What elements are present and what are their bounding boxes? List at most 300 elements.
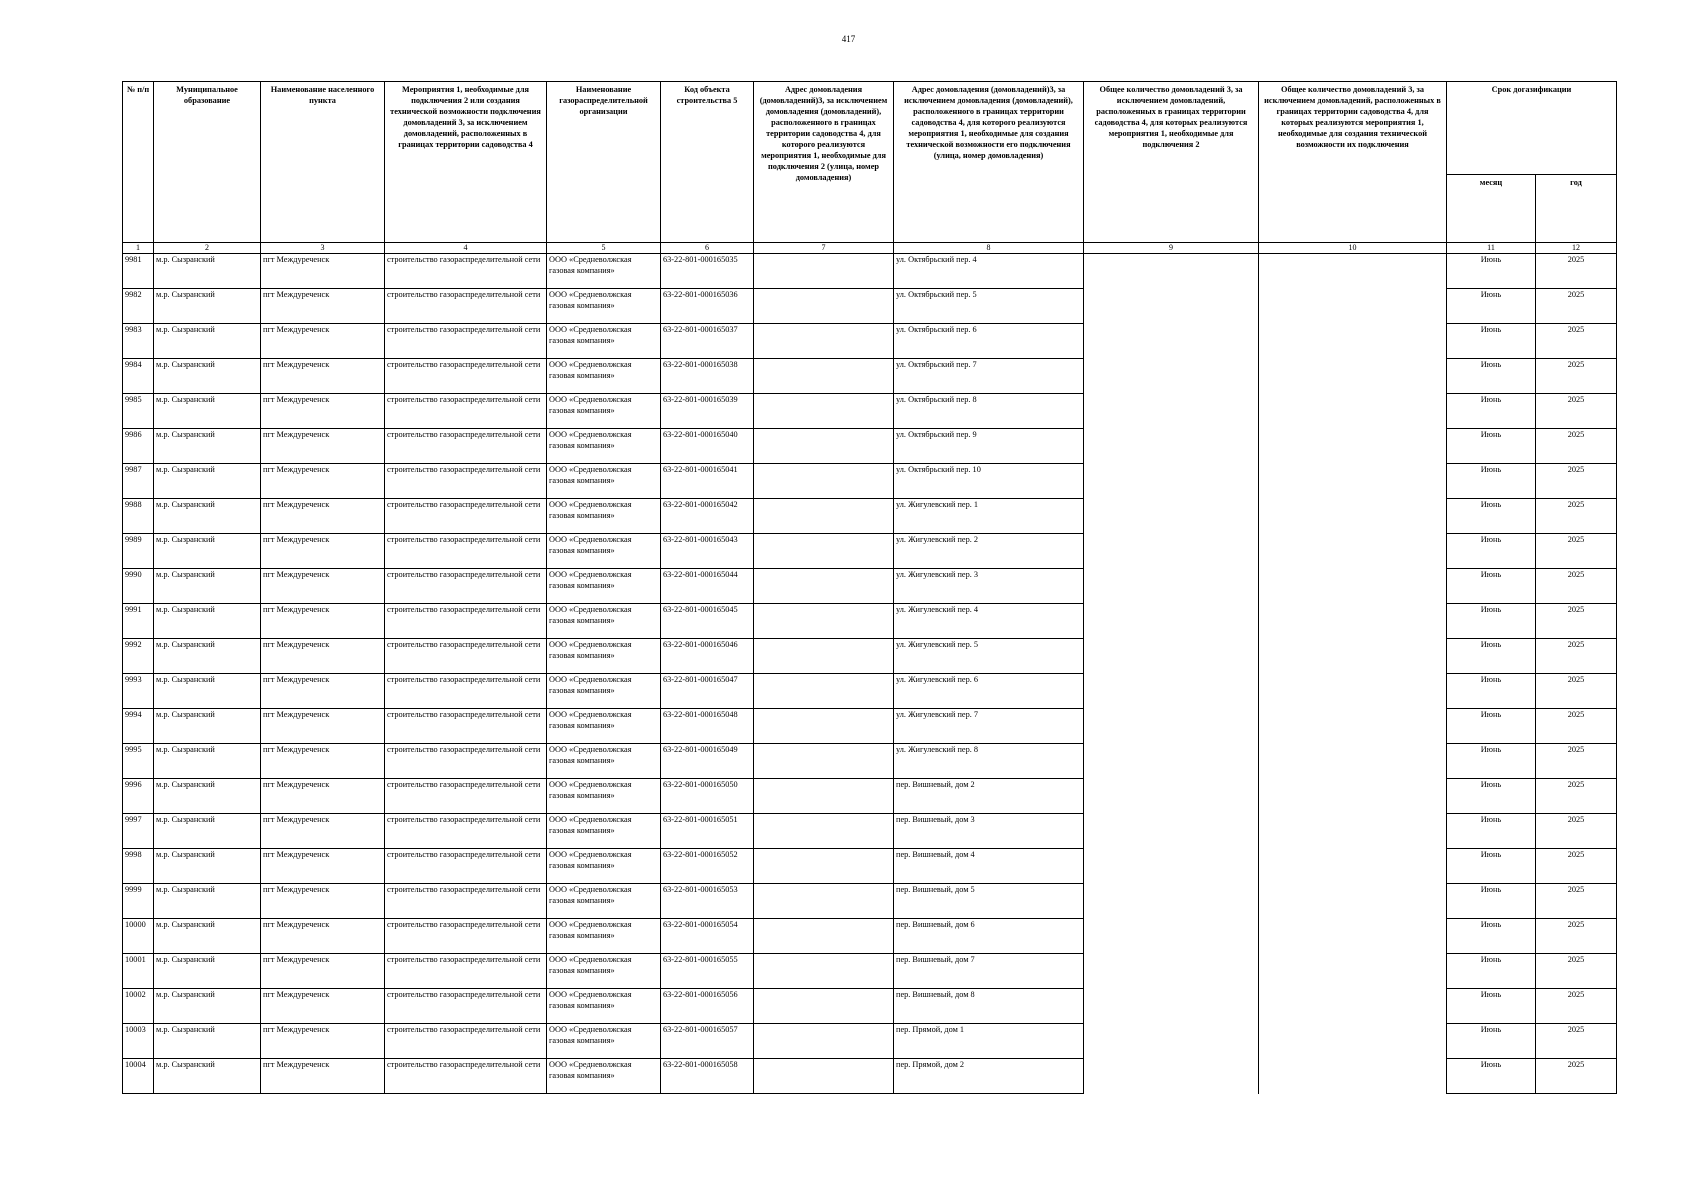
cell-address-technical: ул. Октябрьский пер. 10 (894, 464, 1084, 499)
column-number: 10 (1259, 243, 1447, 254)
cell-measure: строительство газораспределительной сети (385, 989, 547, 1024)
cell-object-code: 63-22-801-000165042 (661, 499, 754, 534)
cell-count-connection (1084, 359, 1259, 394)
cell-object-code: 63-22-801-000165055 (661, 954, 754, 989)
cell-month: Июнь (1447, 744, 1536, 779)
cell-gas-org: ООО «Средневолжская газовая компания» (547, 254, 661, 289)
cell-year: 2025 (1536, 674, 1617, 709)
cell-year: 2025 (1536, 709, 1617, 744)
cell-count-technical (1259, 604, 1447, 639)
cell-month: Июнь (1447, 289, 1536, 324)
cell-measure: строительство газораспределительной сети (385, 814, 547, 849)
cell-municipality: м.р. Сызранский (154, 394, 261, 429)
cell-number: 9999 (123, 884, 154, 919)
cell-address-technical: пер. Вишневый, дом 6 (894, 919, 1084, 954)
cell-gas-org: ООО «Средневолжская газовая компания» (547, 779, 661, 814)
column-number: 12 (1536, 243, 1617, 254)
cell-gas-org: ООО «Средневолжская газовая компания» (547, 1024, 661, 1059)
cell-measure: строительство газораспределительной сети (385, 394, 547, 429)
cell-address-connection (754, 814, 894, 849)
cell-gas-org: ООО «Средневолжская газовая компания» (547, 744, 661, 779)
cell-number: 9988 (123, 499, 154, 534)
cell-address-technical: пер. Прямой, дом 2 (894, 1059, 1084, 1094)
cell-settlement: пгт Междуреченск (261, 359, 385, 394)
cell-month: Июнь (1447, 394, 1536, 429)
cell-count-technical (1259, 394, 1447, 429)
cell-settlement: пгт Междуреченск (261, 324, 385, 359)
cell-municipality: м.р. Сызранский (154, 674, 261, 709)
cell-address-connection (754, 429, 894, 464)
cell-count-technical (1259, 254, 1447, 289)
cell-month: Июнь (1447, 919, 1536, 954)
cell-count-technical (1259, 1059, 1447, 1094)
cell-municipality: м.р. Сызранский (154, 779, 261, 814)
cell-address-technical: ул. Жигулевский пер. 6 (894, 674, 1084, 709)
cell-year: 2025 (1536, 744, 1617, 779)
cell-gas-org: ООО «Средневолжская газовая компания» (547, 709, 661, 744)
table-row (123, 744, 1617, 779)
cell-number: 10001 (123, 954, 154, 989)
cell-number: 9987 (123, 464, 154, 499)
cell-year: 2025 (1536, 394, 1617, 429)
header-settlement: Наименование населенного пункта (261, 82, 385, 243)
header-month: месяц (1447, 175, 1536, 243)
cell-address-technical: ул. Жигулевский пер. 5 (894, 639, 1084, 674)
cell-measure: строительство газораспределительной сети (385, 429, 547, 464)
cell-count-connection (1084, 604, 1259, 639)
cell-number: 9992 (123, 639, 154, 674)
header-count-technical: Общее количество домовладений 3, за исключением домовладений, расположенных в границах территории садоводства 4, для которых реализуются мероприятия 1, необходимые для создания технической возможности их подключения (1259, 82, 1447, 243)
cell-address-technical: пер. Вишневый, дом 3 (894, 814, 1084, 849)
table-row (123, 1059, 1617, 1094)
cell-object-code: 63-22-801-000165044 (661, 569, 754, 604)
cell-month: Июнь (1447, 814, 1536, 849)
cell-count-connection (1084, 569, 1259, 604)
cell-count-technical (1259, 324, 1447, 359)
cell-measure: строительство газораспределительной сети (385, 464, 547, 499)
cell-gas-org: ООО «Средневолжская газовая компания» (547, 919, 661, 954)
table-body (123, 254, 1617, 1094)
cell-number: 9998 (123, 849, 154, 884)
cell-count-technical (1259, 534, 1447, 569)
cell-address-technical: ул. Октябрьский пер. 5 (894, 289, 1084, 324)
cell-gas-org: ООО «Средневолжская газовая компания» (547, 324, 661, 359)
cell-count-technical (1259, 779, 1447, 814)
cell-year: 2025 (1536, 359, 1617, 394)
cell-measure: строительство газораспределительной сети (385, 954, 547, 989)
cell-count-technical (1259, 674, 1447, 709)
cell-address-connection (754, 254, 894, 289)
gasification-table (122, 81, 1617, 1094)
cell-object-code: 63-22-801-000165047 (661, 674, 754, 709)
cell-municipality: м.р. Сызранский (154, 359, 261, 394)
cell-year: 2025 (1536, 779, 1617, 814)
header-object-code: Код объекта строительства 5 (661, 82, 754, 243)
cell-municipality: м.р. Сызранский (154, 744, 261, 779)
cell-object-code: 63-22-801-000165046 (661, 639, 754, 674)
cell-count-connection (1084, 464, 1259, 499)
cell-measure: строительство газораспределительной сети (385, 324, 547, 359)
cell-gas-org: ООО «Средневолжская газовая компания» (547, 954, 661, 989)
cell-settlement: пгт Междуреченск (261, 709, 385, 744)
cell-count-connection (1084, 254, 1259, 289)
cell-count-connection (1084, 429, 1259, 464)
column-number: 3 (261, 243, 385, 254)
cell-count-connection (1084, 324, 1259, 359)
cell-gas-org: ООО «Средневолжская газовая компания» (547, 464, 661, 499)
column-number-row (123, 243, 1617, 254)
header-municipality: Муниципальное образование (154, 82, 261, 243)
cell-count-connection (1084, 1024, 1259, 1059)
cell-address-technical: ул. Жигулевский пер. 8 (894, 744, 1084, 779)
cell-gas-org: ООО «Средневолжская газовая компания» (547, 394, 661, 429)
cell-address-technical: пер. Вишневый, дом 8 (894, 989, 1084, 1024)
cell-address-connection (754, 954, 894, 989)
cell-settlement: пгт Междуреченск (261, 569, 385, 604)
cell-address-technical: пер. Вишневый, дом 7 (894, 954, 1084, 989)
cell-measure: строительство газораспределительной сети (385, 779, 547, 814)
cell-municipality: м.р. Сызранский (154, 954, 261, 989)
header-address-connection: Адрес домовладения (домовладений)3, за исключением домовладения (домовладений), расположенного в границах территории садоводства 4, для которого реализуются мероприятия 1, необходимые для подключения 2 (улица, номер домовладения) (754, 82, 894, 243)
table-row (123, 814, 1617, 849)
header-year: год (1536, 175, 1617, 243)
cell-address-technical: ул. Жигулевский пер. 3 (894, 569, 1084, 604)
cell-address-connection (754, 919, 894, 954)
cell-number: 9981 (123, 254, 154, 289)
cell-settlement: пгт Междуреченск (261, 429, 385, 464)
cell-count-connection (1084, 884, 1259, 919)
cell-address-connection (754, 499, 894, 534)
cell-year: 2025 (1536, 534, 1617, 569)
cell-number: 10000 (123, 919, 154, 954)
cell-settlement: пгт Междуреченск (261, 884, 385, 919)
column-number: 11 (1447, 243, 1536, 254)
cell-object-code: 63-22-801-000165048 (661, 709, 754, 744)
cell-measure: строительство газораспределительной сети (385, 534, 547, 569)
header-row-top (123, 82, 1617, 175)
cell-settlement: пгт Междуреченск (261, 604, 385, 639)
column-number: 7 (754, 243, 894, 254)
cell-month: Июнь (1447, 254, 1536, 289)
cell-gas-org: ООО «Средневолжская газовая компания» (547, 499, 661, 534)
column-number: 8 (894, 243, 1084, 254)
cell-address-connection (754, 674, 894, 709)
cell-count-technical (1259, 744, 1447, 779)
cell-number: 9993 (123, 674, 154, 709)
cell-settlement: пгт Междуреченск (261, 849, 385, 884)
cell-measure: строительство газораспределительной сети (385, 569, 547, 604)
cell-year: 2025 (1536, 884, 1617, 919)
cell-month: Июнь (1447, 359, 1536, 394)
table-row (123, 324, 1617, 359)
cell-address-connection (754, 1059, 894, 1094)
cell-address-connection (754, 849, 894, 884)
cell-settlement: пгт Междуреченск (261, 954, 385, 989)
cell-month: Июнь (1447, 324, 1536, 359)
cell-address-connection (754, 1024, 894, 1059)
header-address-technical: Адрес домовладения (домовладений)3, за исключением домовладения (домовладений), расположенного в границах территории садоводства 4, для которого реализуются мероприятия 1, необходимые для создания технической возможности его подключения (улица, номер домовладения) (894, 82, 1084, 243)
cell-object-code: 63-22-801-000165041 (661, 464, 754, 499)
cell-address-connection (754, 709, 894, 744)
table-row (123, 989, 1617, 1024)
cell-month: Июнь (1447, 464, 1536, 499)
cell-month: Июнь (1447, 639, 1536, 674)
cell-count-connection (1084, 954, 1259, 989)
cell-gas-org: ООО «Средневолжская газовая компания» (547, 674, 661, 709)
cell-object-code: 63-22-801-000165035 (661, 254, 754, 289)
cell-gas-org: ООО «Средневолжская газовая компания» (547, 849, 661, 884)
column-number: 2 (154, 243, 261, 254)
table-row (123, 954, 1617, 989)
cell-municipality: м.р. Сызранский (154, 534, 261, 569)
cell-count-technical (1259, 569, 1447, 604)
cell-count-connection (1084, 394, 1259, 429)
cell-measure: строительство газораспределительной сети (385, 1024, 547, 1059)
cell-municipality: м.р. Сызранский (154, 849, 261, 884)
column-number: 4 (385, 243, 547, 254)
cell-count-technical (1259, 884, 1447, 919)
cell-gas-org: ООО «Средневолжская газовая компания» (547, 884, 661, 919)
cell-measure: строительство газораспределительной сети (385, 359, 547, 394)
cell-object-code: 63-22-801-000165045 (661, 604, 754, 639)
table-row (123, 394, 1617, 429)
cell-month: Июнь (1447, 989, 1536, 1024)
cell-object-code: 63-22-801-000165052 (661, 849, 754, 884)
cell-object-code: 63-22-801-000165051 (661, 814, 754, 849)
header-num: № п/п (123, 82, 154, 243)
cell-year: 2025 (1536, 324, 1617, 359)
cell-number: 10004 (123, 1059, 154, 1094)
cell-object-code: 63-22-801-000165057 (661, 1024, 754, 1059)
header-count-connection: Общее количество домовладений 3, за исключением домовладений, расположенных в границах территории садоводства 4, для которых реализуются мероприятия 1, необходимые для подключения 2 (1084, 82, 1259, 243)
table-row (123, 709, 1617, 744)
cell-municipality: м.р. Сызранский (154, 1059, 261, 1094)
cell-number: 9989 (123, 534, 154, 569)
cell-municipality: м.р. Сызранский (154, 569, 261, 604)
cell-year: 2025 (1536, 1059, 1617, 1094)
table-row (123, 569, 1617, 604)
cell-address-connection (754, 534, 894, 569)
cell-object-code: 63-22-801-000165036 (661, 289, 754, 324)
cell-count-connection (1084, 1059, 1259, 1094)
cell-address-connection (754, 989, 894, 1024)
cell-count-technical (1259, 464, 1447, 499)
table-row (123, 464, 1617, 499)
cell-measure: строительство газораспределительной сети (385, 254, 547, 289)
table-row (123, 499, 1617, 534)
cell-number: 10003 (123, 1024, 154, 1059)
cell-count-connection (1084, 499, 1259, 534)
cell-count-connection (1084, 779, 1259, 814)
cell-settlement: пгт Междуреченск (261, 534, 385, 569)
cell-gas-org: ООО «Средневолжская газовая компания» (547, 1059, 661, 1094)
cell-settlement: пгт Междуреченск (261, 919, 385, 954)
cell-count-connection (1084, 289, 1259, 324)
cell-year: 2025 (1536, 429, 1617, 464)
cell-month: Июнь (1447, 779, 1536, 814)
header-deadline: Срок догазификации (1447, 82, 1617, 175)
cell-address-technical: ул. Октябрьский пер. 8 (894, 394, 1084, 429)
cell-measure: строительство газораспределительной сети (385, 919, 547, 954)
cell-count-connection (1084, 849, 1259, 884)
table-row (123, 884, 1617, 919)
cell-address-connection (754, 779, 894, 814)
cell-number: 9995 (123, 744, 154, 779)
cell-settlement: пгт Междуреченск (261, 779, 385, 814)
table-row (123, 1024, 1617, 1059)
cell-number: 9982 (123, 289, 154, 324)
cell-measure: строительство газораспределительной сети (385, 709, 547, 744)
cell-year: 2025 (1536, 254, 1617, 289)
cell-settlement: пгт Междуреченск (261, 289, 385, 324)
cell-month: Июнь (1447, 709, 1536, 744)
table-row (123, 604, 1617, 639)
cell-count-technical (1259, 814, 1447, 849)
table-row (123, 919, 1617, 954)
cell-object-code: 63-22-801-000165049 (661, 744, 754, 779)
cell-count-connection (1084, 674, 1259, 709)
cell-object-code: 63-22-801-000165037 (661, 324, 754, 359)
cell-number: 9984 (123, 359, 154, 394)
cell-count-connection (1084, 814, 1259, 849)
cell-address-connection (754, 464, 894, 499)
cell-month: Июнь (1447, 954, 1536, 989)
cell-year: 2025 (1536, 814, 1617, 849)
cell-measure: строительство газораспределительной сети (385, 884, 547, 919)
cell-count-technical (1259, 499, 1447, 534)
header-gas-org: Наименование газораспределительной организации (547, 82, 661, 243)
cell-month: Июнь (1447, 429, 1536, 464)
table-row (123, 639, 1617, 674)
cell-measure: строительство газораспределительной сети (385, 499, 547, 534)
cell-month: Июнь (1447, 1024, 1536, 1059)
cell-address-connection (754, 324, 894, 359)
cell-count-technical (1259, 954, 1447, 989)
cell-municipality: м.р. Сызранский (154, 919, 261, 954)
cell-number: 9983 (123, 324, 154, 359)
cell-measure: строительство газораспределительной сети (385, 674, 547, 709)
cell-count-technical (1259, 919, 1447, 954)
cell-municipality: м.р. Сызранский (154, 464, 261, 499)
cell-address-technical: ул. Жигулевский пер. 1 (894, 499, 1084, 534)
cell-address-technical: ул. Октябрьский пер. 9 (894, 429, 1084, 464)
cell-number: 9990 (123, 569, 154, 604)
cell-measure: строительство газораспределительной сети (385, 639, 547, 674)
column-number: 5 (547, 243, 661, 254)
cell-address-technical: пер. Вишневый, дом 5 (894, 884, 1084, 919)
cell-settlement: пгт Междуреченск (261, 989, 385, 1024)
cell-number: 9991 (123, 604, 154, 639)
cell-address-connection (754, 394, 894, 429)
cell-count-technical (1259, 709, 1447, 744)
cell-municipality: м.р. Сызранский (154, 814, 261, 849)
cell-gas-org: ООО «Средневолжская газовая компания» (547, 569, 661, 604)
cell-number: 9997 (123, 814, 154, 849)
cell-gas-org: ООО «Средневолжская газовая компания» (547, 359, 661, 394)
cell-year: 2025 (1536, 1024, 1617, 1059)
cell-year: 2025 (1536, 849, 1617, 884)
cell-object-code: 63-22-801-000165039 (661, 394, 754, 429)
cell-municipality: м.р. Сызранский (154, 324, 261, 359)
cell-object-code: 63-22-801-000165054 (661, 919, 754, 954)
cell-gas-org: ООО «Средневолжская газовая компания» (547, 604, 661, 639)
cell-month: Июнь (1447, 884, 1536, 919)
cell-month: Июнь (1447, 674, 1536, 709)
cell-municipality: м.р. Сызранский (154, 499, 261, 534)
cell-count-connection (1084, 639, 1259, 674)
cell-number: 9986 (123, 429, 154, 464)
cell-object-code: 63-22-801-000165038 (661, 359, 754, 394)
cell-municipality: м.р. Сызранский (154, 254, 261, 289)
table-row (123, 289, 1617, 324)
cell-gas-org: ООО «Средневолжская газовая компания» (547, 639, 661, 674)
cell-object-code: 63-22-801-000165040 (661, 429, 754, 464)
cell-count-connection (1084, 919, 1259, 954)
cell-year: 2025 (1536, 639, 1617, 674)
cell-municipality: м.р. Сызранский (154, 989, 261, 1024)
cell-year: 2025 (1536, 954, 1617, 989)
cell-address-technical: ул. Октябрьский пер. 6 (894, 324, 1084, 359)
cell-measure: строительство газораспределительной сети (385, 849, 547, 884)
cell-settlement: пгт Междуреченск (261, 744, 385, 779)
cell-settlement: пгт Междуреченск (261, 674, 385, 709)
cell-year: 2025 (1536, 569, 1617, 604)
cell-settlement: пгт Междуреченск (261, 1024, 385, 1059)
cell-address-connection (754, 289, 894, 324)
cell-settlement: пгт Междуреченск (261, 254, 385, 289)
cell-gas-org: ООО «Средневолжская газовая компания» (547, 814, 661, 849)
cell-year: 2025 (1536, 499, 1617, 534)
cell-number: 9985 (123, 394, 154, 429)
cell-municipality: м.р. Сызранский (154, 289, 261, 324)
cell-settlement: пгт Междуреченск (261, 639, 385, 674)
column-number: 9 (1084, 243, 1259, 254)
table-row (123, 429, 1617, 464)
cell-count-connection (1084, 709, 1259, 744)
cell-object-code: 63-22-801-000165058 (661, 1059, 754, 1094)
cell-count-connection (1084, 744, 1259, 779)
cell-settlement: пгт Междуреченск (261, 814, 385, 849)
cell-measure: строительство газораспределительной сети (385, 604, 547, 639)
cell-count-technical (1259, 359, 1447, 394)
cell-address-technical: пер. Вишневый, дом 4 (894, 849, 1084, 884)
cell-municipality: м.р. Сызранский (154, 639, 261, 674)
cell-municipality: м.р. Сызранский (154, 429, 261, 464)
cell-gas-org: ООО «Средневолжская газовая компания» (547, 429, 661, 464)
cell-address-connection (754, 639, 894, 674)
column-number: 6 (661, 243, 754, 254)
cell-count-technical (1259, 289, 1447, 324)
page-number: 417 (841, 34, 856, 44)
cell-year: 2025 (1536, 919, 1617, 954)
cell-object-code: 63-22-801-000165053 (661, 884, 754, 919)
cell-count-connection (1084, 989, 1259, 1024)
table-row (123, 534, 1617, 569)
table-row (123, 779, 1617, 814)
cell-count-technical (1259, 429, 1447, 464)
cell-gas-org: ООО «Средневолжская газовая компания» (547, 534, 661, 569)
cell-year: 2025 (1536, 464, 1617, 499)
cell-settlement: пгт Междуреченск (261, 499, 385, 534)
cell-municipality: м.р. Сызранский (154, 709, 261, 744)
cell-number: 9996 (123, 779, 154, 814)
cell-address-technical: ул. Октябрьский пер. 7 (894, 359, 1084, 394)
cell-year: 2025 (1536, 604, 1617, 639)
cell-gas-org: ООО «Средневолжская газовая компания» (547, 289, 661, 324)
table-row (123, 849, 1617, 884)
cell-number: 10002 (123, 989, 154, 1024)
cell-address-technical: ул. Жигулевский пер. 2 (894, 534, 1084, 569)
